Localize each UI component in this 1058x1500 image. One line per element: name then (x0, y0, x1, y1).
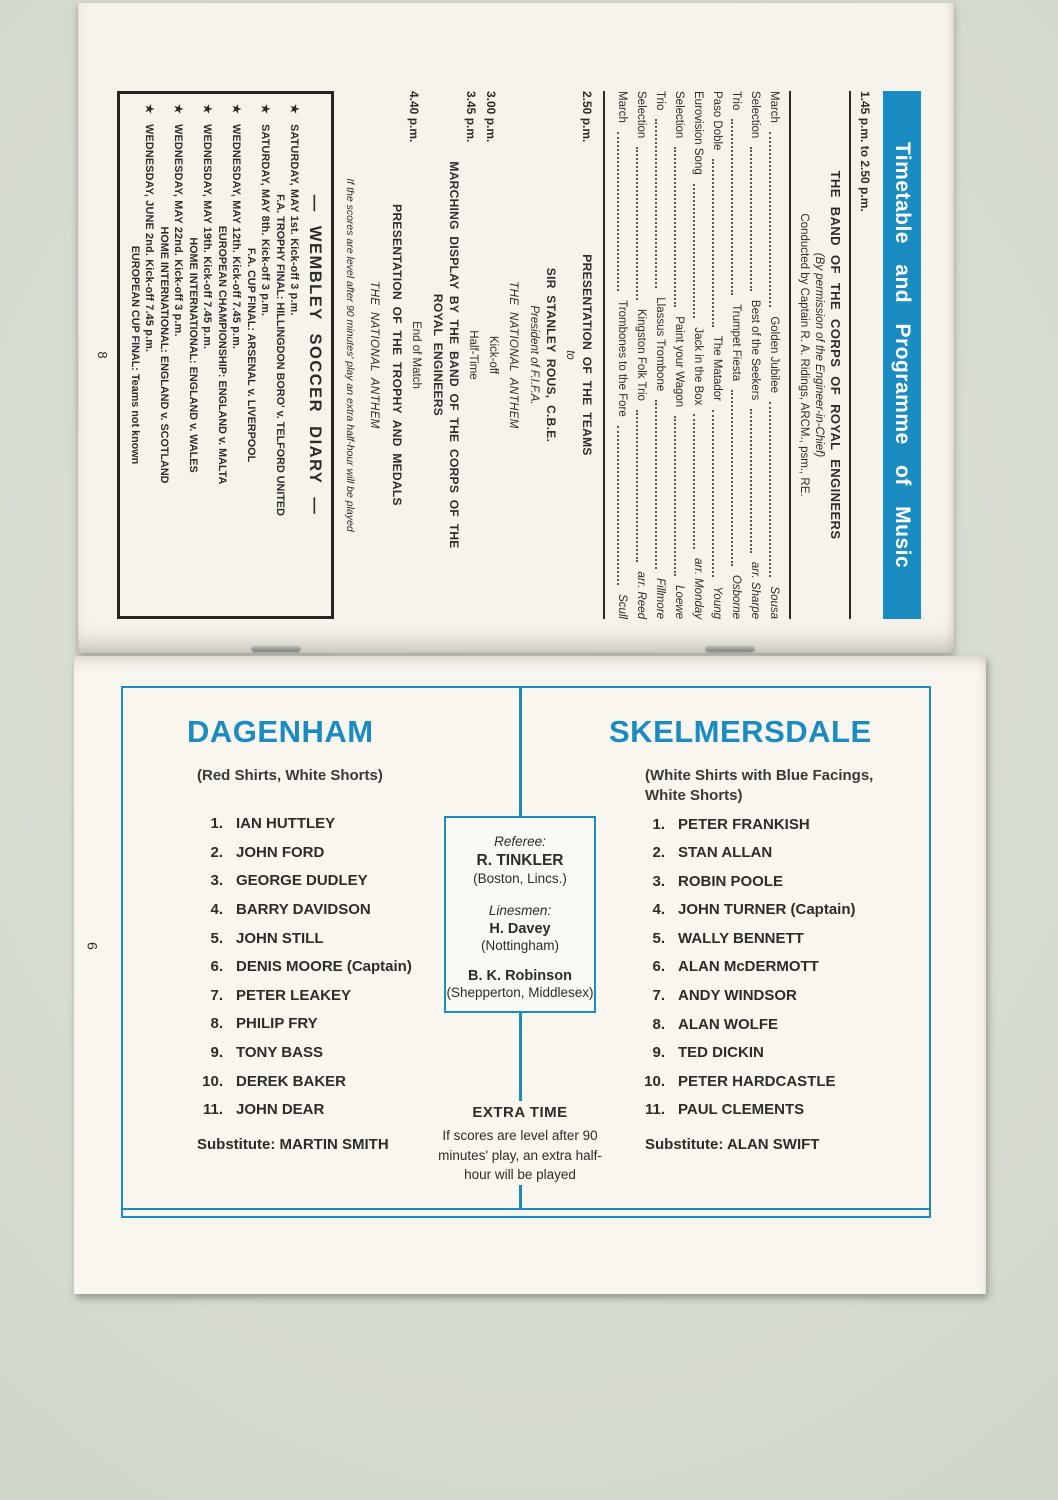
programme-row (764, 91, 783, 619)
player-row (565, 1045, 929, 1061)
piece-composer: arr. Reed (635, 571, 647, 619)
diary-fixture: EUROPEAN CHAMPIONSHIP: ENGLAND v. MALTA (216, 225, 229, 485)
player-name: PETER LEAKEY (236, 986, 352, 1004)
linesman (446, 921, 594, 955)
piece-composer: Loewe (673, 585, 685, 619)
linesman (446, 968, 594, 1002)
substitute-name: ALAN SWIFT (726, 1136, 820, 1154)
linesman-name: H. Davey (489, 920, 551, 937)
page-number-8: 8 (95, 351, 110, 359)
diary-title (305, 104, 324, 606)
diary-fixture: HOME INTERNATIONAL: ENGLAND v. WALES (187, 237, 200, 473)
officials-box (444, 816, 596, 1013)
diary-date-line (200, 104, 214, 606)
timetable-time: 3.00 p.m. (484, 91, 498, 143)
dotted-leader (656, 119, 658, 288)
star-icon: ★ (230, 104, 242, 115)
diary-date: WEDNESDAY, MAY 19th. Kick-off 7.45 p.m. (201, 124, 213, 350)
player-name: PETER FRANKISH (678, 815, 810, 833)
linesmen-label: Linesmen: (488, 902, 552, 918)
dotted-leader (637, 147, 639, 300)
timetable-time: 3.45 p.m. (464, 91, 478, 143)
piece-composer: Young (711, 586, 723, 620)
programme-row (650, 91, 669, 619)
player-name: STAN ALLAN (678, 844, 773, 862)
player-number: 7. (210, 986, 223, 1004)
music-page-content (78, 3, 954, 653)
piece-type: March (768, 91, 780, 123)
extra-time-title: EXTRA TIME (472, 1104, 568, 1121)
timetable-line: Kick-off (487, 335, 499, 375)
referee-label: Referee: (494, 834, 546, 849)
dotted-leader (637, 410, 639, 563)
piece-title: Llassus Trombone (654, 297, 666, 392)
dotted-leader (751, 409, 753, 553)
player-number: 11. (644, 1101, 665, 1119)
timetable-line: President of F.I.F.A. (528, 305, 540, 405)
divider (603, 91, 605, 619)
player-name: ANDY WINDSOR (678, 987, 797, 1005)
substitute-label: Substitute: (645, 1136, 724, 1154)
dotted-leader (675, 147, 677, 307)
referee-origin: (Boston, Lincs.) (473, 871, 567, 886)
diary-fixture: EUROPEAN CUP FINAL: Teams not known (129, 245, 142, 465)
player-row (565, 845, 929, 861)
away-players-list (565, 817, 929, 1119)
timetable-lines (430, 91, 479, 619)
player-number: 10. (202, 1072, 223, 1090)
home-team-name: DAGENHAM (187, 714, 374, 749)
player-name: DEREK BAKER (236, 1072, 347, 1090)
programme-row (631, 91, 650, 619)
player-name: JOHN FORD (236, 843, 325, 861)
page-banner (883, 91, 921, 619)
extra-time-footnote: If the scores are level after 90 minutes' play an extra half-hour will be played (344, 178, 356, 532)
teams-page (74, 656, 986, 1294)
away-substitute (645, 1136, 929, 1153)
timetable-lines (368, 91, 422, 619)
dotted-leader (770, 402, 772, 577)
timetable-line: PRESENTATION OF THE TROPHY AND MEDALS (390, 204, 404, 506)
player-name: WALLY BENNETT (678, 929, 804, 947)
player-number: 9. (210, 1044, 223, 1061)
diary-date: SATURDAY, MAY 1st. Kick-off 3 p.m. (288, 124, 300, 316)
timetable-row (507, 91, 595, 619)
player-row (565, 1102, 929, 1118)
timetable-row (484, 91, 499, 619)
player-number: 1. (210, 815, 223, 833)
player-row (123, 1016, 523, 1032)
center-divider-line (519, 1185, 522, 1210)
music-page (78, 3, 954, 653)
player-name: IAN HUTTLEY (236, 815, 336, 833)
player-number: 4. (210, 901, 223, 919)
timetable-line: MARCHING DISPLAY BY THE BAND OF THE CORPS OF THE ROYAL ENGINEERS (431, 161, 461, 549)
dotted-leader (713, 159, 715, 326)
player-row (565, 1017, 929, 1033)
player-name: JOHN STILL (236, 929, 324, 947)
programme-row (726, 91, 745, 619)
timetable-list (368, 91, 595, 619)
player-number: 7. (652, 987, 665, 1005)
band-permission: (By permission of the Engineer-in-Chief) (813, 252, 825, 458)
piece-composer: Fillmore (654, 578, 666, 619)
diary-date-line (229, 104, 243, 606)
piece-title: Trombones to the Fore (616, 300, 628, 417)
dotted-leader (694, 414, 696, 549)
piece-composer: Osborne (730, 574, 742, 619)
piece-type: Selection (635, 91, 647, 139)
band-conductor: Conducted by Captain R. A. Ridings, ARCM., psm., RE. (798, 213, 810, 497)
diary-date: WEDNESDAY, MAY 22nd. Kick-off 3 p.m. (172, 124, 184, 337)
teams-box (121, 686, 931, 1218)
player-row (565, 1074, 929, 1090)
player-row (565, 931, 929, 947)
timetable-line: THE NATIONAL ANTHEM (507, 281, 519, 429)
player-number: 5. (652, 929, 665, 947)
diary-entry (215, 104, 242, 606)
player-number: 8. (210, 1015, 223, 1033)
dotted-leader (751, 147, 753, 291)
player-row (123, 1045, 523, 1061)
diary-fixture: HOME INTERNATIONAL: ENGLAND v. SCOTLAND (158, 226, 171, 484)
timetable-line: PRESENTATION OF THE TEAMS (580, 254, 594, 456)
piece-title: Golden Jubilee (768, 316, 780, 394)
band-time-range: 1.45 p.m. to 2.50 p.m. (858, 91, 872, 212)
diary-fixture: F.A. CUP FINAL: ARSENAL v. LIVERPOOL (245, 247, 258, 463)
timetable-lines (487, 91, 499, 619)
player-name: DENIS MOORE (Captain) (236, 958, 412, 976)
diary-date: SATURDAY, MAY 8th. Kick-off 3 p.m. (259, 124, 271, 317)
timetable-row (430, 91, 479, 619)
divider (789, 91, 791, 619)
player-number: 10. (644, 1072, 665, 1090)
substitute-label: Substitute: (197, 1136, 276, 1154)
programme-row (745, 91, 764, 619)
player-row (565, 988, 929, 1004)
star-icon: ★ (172, 104, 184, 115)
star-icon: ★ (259, 104, 271, 115)
page-number-9: 9 (83, 942, 100, 950)
player-name: ROBIN POOLE (678, 872, 784, 890)
player-number: 9. (652, 1044, 665, 1062)
diary-title-text: WEMBLEY SOCCER DIARY (306, 225, 324, 485)
player-number: 1. (652, 815, 665, 833)
player-name: GEORGE DUDLEY (236, 872, 368, 890)
timetable-time: 2.50 p.m. (580, 91, 594, 143)
player-number: 6. (210, 958, 223, 976)
player-name: PHILIP FRY (236, 1015, 318, 1033)
linesman-origin: (Shepperton, Middlesex) (446, 984, 594, 1000)
player-number: 11. (202, 1101, 223, 1119)
piece-type: Paso Doble (711, 91, 723, 151)
diary-entry (157, 104, 184, 606)
music-programme-list (612, 91, 783, 619)
diary-date-line (258, 104, 272, 606)
diary-date-line (171, 104, 185, 606)
timetable-line: THE NATIONAL ANTHEM (368, 281, 380, 429)
dotted-leader (694, 184, 696, 319)
diary-date: WEDNESDAY, JUNE 2nd. Kick-off 7.45 p.m. (143, 124, 155, 353)
piece-type: Trio (654, 91, 666, 111)
piece-type: Selection (749, 91, 761, 139)
piece-type: Trio (730, 91, 742, 111)
dotted-leader (675, 416, 677, 576)
player-number: 2. (652, 844, 665, 862)
player-name: ALAN McDERMOTT (678, 958, 819, 976)
extra-time-note (428, 1104, 612, 1185)
timetable-time: 4.40 p.m. (407, 91, 421, 143)
programme-row (669, 91, 688, 619)
referee-name: R. TINKLER (476, 852, 564, 869)
player-name: BARRY DAVIDSON (236, 901, 371, 919)
piece-type: March (616, 91, 628, 123)
diary-entry (128, 104, 155, 606)
dotted-leader (618, 426, 620, 585)
band-name: THE BAND OF THE CORPS OF ROYAL ENGINEERS (828, 170, 843, 540)
piece-title: Kingston Folk Trio (635, 308, 647, 401)
timetable-lines (507, 91, 595, 619)
substitute-name: MARTIN SMITH (279, 1136, 389, 1154)
dash: — (306, 194, 324, 213)
banner-text: Timetable and Programme of Music (891, 141, 914, 569)
piece-composer: Sousa (768, 586, 780, 620)
player-row (565, 959, 929, 975)
player-number: 3. (210, 872, 223, 890)
piece-composer: Scull (616, 594, 628, 619)
away-team-kit: (White Shirts with Blue Facings, White Shorts) (645, 767, 874, 805)
diary-entries (128, 104, 300, 606)
linesman-origin: (Nottingham) (480, 937, 560, 953)
piece-title: Paint your Wagon (673, 316, 685, 408)
piece-title: Trumpet Fiesta (730, 304, 742, 382)
piece-title: Jack in the Box (692, 327, 704, 406)
away-team-name: SKELMERSDALE (609, 714, 872, 749)
player-name: PAUL CLEMENTS (678, 1101, 805, 1119)
diary-entry (273, 104, 300, 606)
extra-time-body: If scores are level after 90 minutes' play, an extra half-hour will be played (438, 1128, 602, 1183)
player-number: 4. (652, 901, 665, 919)
player-number: 6. (652, 958, 665, 976)
diary-date-line (142, 104, 156, 606)
piece-type: Selection (673, 91, 685, 139)
star-icon: ★ (201, 104, 213, 115)
player-name: ALAN WOLFE (678, 1015, 778, 1033)
diary-fixture: F.A. TROPHY FINAL: HILLINGDON BORO' v. TELFORD UNITED (274, 194, 287, 516)
dotted-leader (713, 410, 715, 577)
piece-composer: arr. Sharpe (749, 561, 761, 620)
dotted-leader (732, 390, 734, 566)
player-name: TONY BASS (236, 1044, 323, 1061)
piece-title: Best of the Seekers (749, 299, 761, 401)
programme-row (688, 91, 707, 619)
dotted-leader (732, 119, 734, 295)
timetable-line: Half-Time (467, 330, 479, 380)
player-name: TED DICKIN (678, 1044, 764, 1062)
wembley-diary-box (117, 91, 334, 619)
dotted-leader (656, 400, 658, 569)
piece-type: Eurovision Song (692, 91, 704, 175)
player-row (565, 874, 929, 890)
player-number: 5. (210, 929, 223, 947)
away-team-column (565, 688, 929, 1153)
player-name: JOHN DEAR (236, 1101, 325, 1119)
piece-composer: arr. Monday (692, 558, 704, 620)
star-icon: ★ (143, 104, 155, 115)
player-row (565, 902, 929, 918)
piece-title: The Matador (711, 335, 723, 402)
staple-icon (252, 646, 300, 651)
timetable-line: to (564, 350, 576, 360)
timetable-line: End of Match (410, 321, 422, 389)
staple-icon (706, 646, 754, 651)
dash: — (306, 497, 324, 516)
diary-date-line (287, 104, 301, 606)
programme-row (707, 91, 726, 619)
timetable-line: SIR STANLEY ROUS, C.B.E. (544, 267, 558, 443)
programme-row (612, 91, 631, 619)
player-row (565, 817, 929, 833)
linesmen-list (446, 921, 594, 1002)
dotted-leader (770, 132, 772, 307)
divider (849, 91, 851, 619)
timetable-row (368, 91, 422, 619)
player-number: 2. (210, 843, 223, 861)
diary-entry (186, 104, 213, 606)
player-name: PETER HARDCASTLE (678, 1072, 836, 1090)
player-number: 3. (652, 872, 665, 890)
diary-date: WEDNESDAY, MAY 12th. Kick-off 7.45 p.m. (230, 124, 242, 350)
diary-entry (244, 104, 271, 606)
dotted-leader (618, 132, 620, 291)
player-number: 8. (652, 1015, 665, 1033)
home-team-kit: (Red Shirts, White Shorts) (197, 767, 383, 784)
star-icon: ★ (288, 104, 300, 115)
player-row (123, 1074, 523, 1090)
player-name: JOHN TURNER (Captain) (678, 901, 856, 919)
linesman-name: B. K. Robinson (468, 967, 572, 984)
